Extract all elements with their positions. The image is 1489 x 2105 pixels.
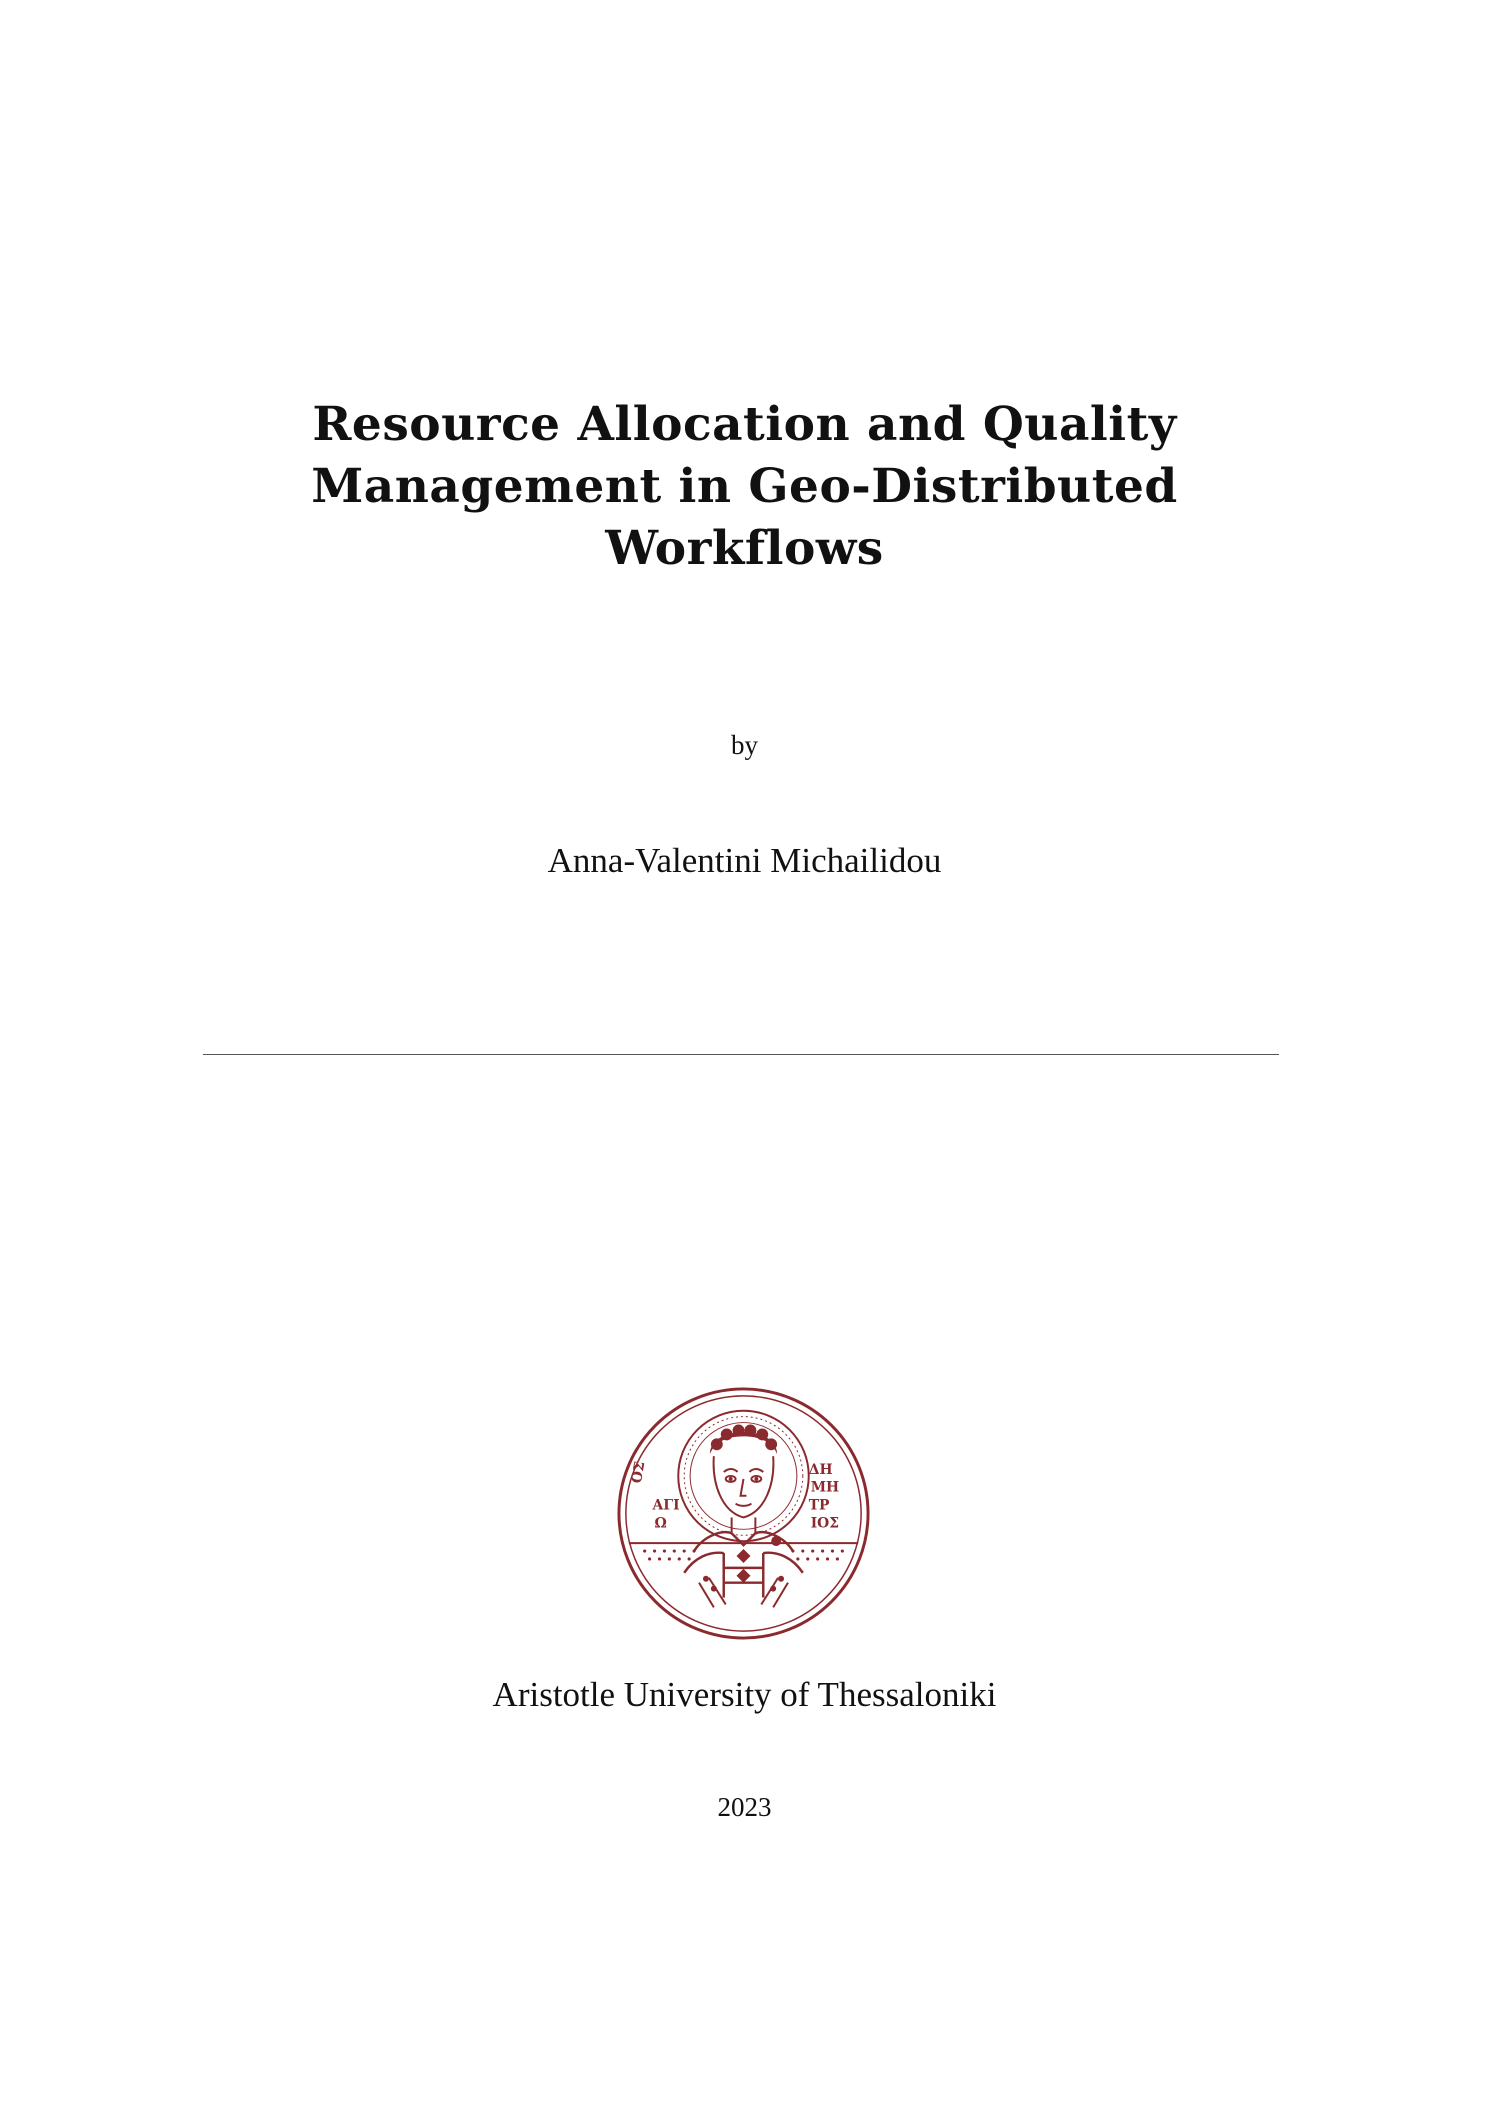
svg-text:ΟΣ: ΟΣ [628, 1460, 649, 1485]
svg-text:ΔΗ: ΔΗ [808, 1461, 833, 1478]
institution-name: Aristotle University of Thessaloniki [492, 1675, 997, 1714]
title-line-2: Management in Geo-Distributed [311, 459, 1178, 514]
publication-year: 2023 [717, 1792, 772, 1822]
thesis-title [0, 394, 1489, 580]
title-line-3: Workflows [605, 521, 884, 576]
title-line-1: Resource Allocation and Quality [312, 397, 1177, 452]
svg-text:ΙΟΣ: ΙΟΣ [810, 1515, 840, 1532]
horizontal-divider [203, 1054, 1279, 1055]
university-seal-logo [615, 1385, 872, 1642]
author-name: Anna-Valentini Michailidou [547, 841, 942, 880]
svg-text:ΑΓΙ: ΑΓΙ [652, 1497, 680, 1514]
by-label: by [731, 730, 758, 760]
svg-text:ΤΡ: ΤΡ [808, 1497, 830, 1514]
svg-text:Ω: Ω [654, 1515, 667, 1532]
svg-text:ΜΗ: ΜΗ [810, 1479, 840, 1496]
